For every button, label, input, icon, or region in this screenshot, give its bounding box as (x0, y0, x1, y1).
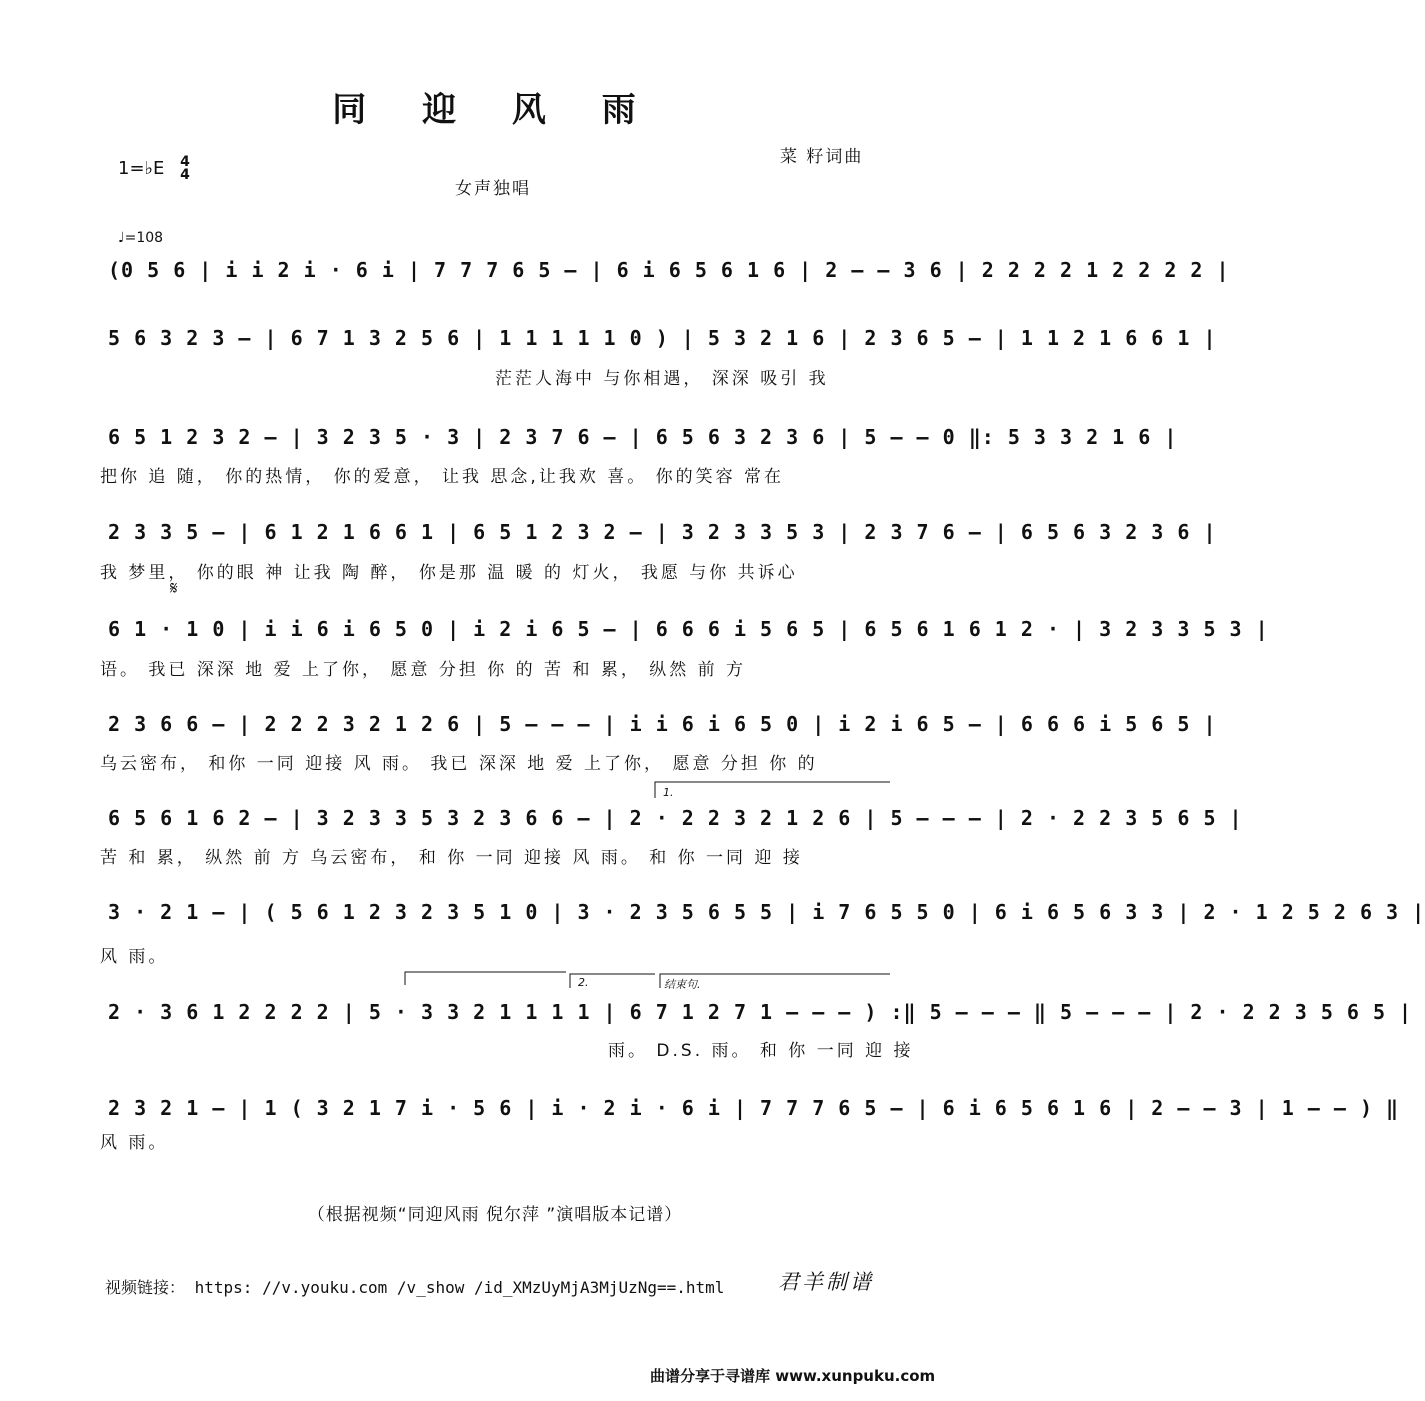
music-row-1: (0 5 6 | i i 2 i · 6 i | 7 7 7 6 5 – | 6 i 6 5 6 1 6 | 2 – – 3 6 | 2 2 2 2 1 2 2 2 2 | (108, 258, 1230, 282)
music-row-2: 5 6 3 2 3 – | 6 7 1 3 2 5 6 | 1 1 1 1 1 0 ) | 5 3 2 1 6 | 2 3 6 5 – | 1 1 2 1 6 6 1 | (108, 326, 1217, 350)
lyrics-row-4: 我 梦里， 你的眼 神 让我 陶 醉， 你是那 温 暖 的 灯火， 我愿 与你 共诉心 (100, 563, 798, 583)
video-link[interactable]: 视频链接： https: //v.youku.com /v_show /id_XMzUyMjA3MjUzNg==.html (105, 1278, 725, 1297)
voice-type: 女声独唱 (455, 179, 531, 199)
music-row-6: 2 3 6 6 – | 2 2 2 3 2 1 2 6 | 5 – – – | i i 6 i 6 5 0 | i 2 i 6 5 – | 6 6 6 i 5 6 5 | (108, 712, 1217, 736)
lyrics-row-6: 乌云密布， 和你 一同 迎接 风 雨。 我已 深深 地 爱 上了你， 愿意 分担 你 的 (100, 754, 818, 774)
tempo-marking: ♩=108 (118, 230, 164, 246)
transcriber-signature: 君羊制谱 (778, 1270, 874, 1294)
lyrics-row-8: 风 雨。 (100, 947, 169, 967)
music-row-5: 6 1 · 1 0 | i i 6 i 6 5 0 | i 2 i 6 5 – | 6 6 6 i 5 6 5 | 6 5 6 1 6 1 2 · | 3 2 3 3 5 3 | (108, 617, 1269, 641)
music-row-9: 2 · 3 6 1 2 2 2 2 | 5 · 3 3 2 1 1 1 1 | 6 7 1 2 7 1 – – – ) :‖ 5 – – – ‖ 5 – – – | 2 · 2 2 3 5 6 5 | (108, 1000, 1413, 1024)
music-row-4: 2 3 3 5 – | 6 1 2 1 6 6 1 | 6 5 1 2 3 2 – | 3 2 3 3 5 3 | 2 3 7 6 – | 6 5 6 3 2 3 6 | (108, 520, 1217, 544)
volta-2-label: 2. (578, 976, 589, 989)
volta-1-label: 1. (663, 786, 674, 799)
ending-label: 结束句. (664, 978, 701, 991)
transcription-note: （根据视频“同迎风雨 倪尔萍 ”演唱版本记谱） (307, 1205, 683, 1225)
music-row-8: 3 · 2 1 – | ( 5 6 1 2 3 2 3 5 1 0 | 3 · 2 3 5 6 5 5 | i 7 6 5 5 0 | 6 i 6 5 6 3 3 | 2 · 1 2 5 2 6 3 | (108, 900, 1425, 924)
lyrics-row-2: 茫茫人海中 与你相遇， 深深 吸引 我 (495, 369, 829, 389)
song-title: 同 迎 风 雨 (332, 90, 658, 130)
time-signature-top: 4 (180, 154, 190, 170)
site-footer: 曲谱分享于寻谱库 www.xunpuku.com (650, 1367, 936, 1385)
lyrics-row-9: 雨。 D.S. 雨。 和 你 一同 迎 接 (608, 1041, 914, 1061)
time-signature-bottom: 4 (180, 167, 190, 183)
lyrics-row-10: 风 雨。 (100, 1133, 169, 1153)
lyrics-row-5: 语。 我已 深深 地 爱 上了你， 愿意 分担 你 的 苦 和 累， 纵然 前 方 (100, 660, 747, 680)
key-label: 1=♭E (118, 158, 165, 179)
lyrics-row-7: 苦 和 累， 纵然 前 方 乌云密布， 和 你 一同 迎接 风 雨。 和 你 一同 迎 接 (100, 848, 803, 868)
music-row-10: 2 3 2 1 – | 1 ( 3 2 1 7 i · 5 6 | i · 2 i · 6 i | 7 7 7 6 5 – | 6 i 6 5 6 1 6 | 2 – – 3 | 1 – – ) ‖ (108, 1096, 1400, 1120)
author-credit: 菜 籽词曲 (780, 147, 864, 167)
music-row-7: 6 5 6 1 6 2 – | 3 2 3 3 5 3 2 3 6 6 – | 2 · 2 2 3 2 1 2 6 | 5 – – – | 2 · 2 2 3 5 6 5 | (108, 806, 1243, 830)
segno-sign: 𝄋 (170, 578, 178, 599)
lyrics-row-3: 把你 追 随， 你的热情， 你的爱意， 让我 思念,让我欢 喜。 你的笑容 常在 (100, 467, 785, 487)
music-row-3: 6 5 1 2 3 2 – | 3 2 3 5 · 3 | 2 3 7 6 – | 6 5 6 3 2 3 6 | 5 – – 0 ‖: 5 3 3 2 1 6 | (108, 425, 1178, 449)
